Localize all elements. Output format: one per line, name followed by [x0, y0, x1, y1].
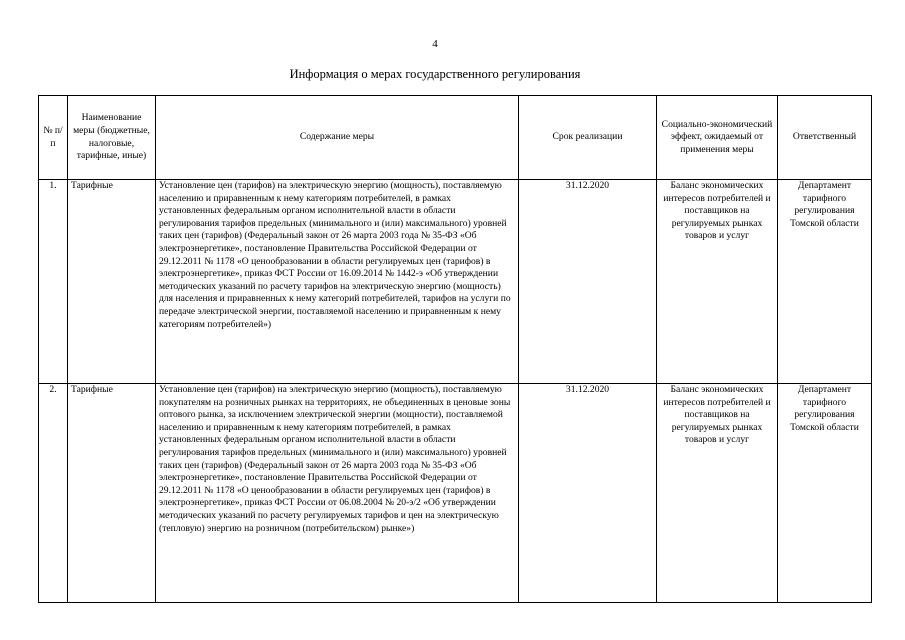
measures-table: [38, 95, 872, 603]
row-effect: Баланс экономических интересов потребителей и поставщиков на регулируемых рынках товаров и услуг: [657, 180, 778, 384]
header-deadline: Срок реализации: [519, 96, 657, 180]
row-effect: Баланс экономических интересов потребителей и поставщиков на регулируемых рынках товаров и услуг: [657, 384, 778, 603]
row-deadline: 31.12.2020: [519, 384, 657, 603]
row-type: Тарифные: [68, 384, 156, 603]
row-num: 2.: [39, 384, 68, 603]
row-deadline: 31.12.2020: [519, 180, 657, 384]
table-header-row: [39, 96, 872, 180]
row-responsible: Департамент тарифного регулирования Томской области: [778, 384, 872, 603]
header-effect: Социально-экономический эффект, ожидаемый от применения меры: [657, 96, 778, 180]
header-num: № п/п: [39, 96, 68, 180]
row-content: Установление цен (тарифов) на электрическую энергию (мощность), поставляемую населению и приравненным к нему категориям потребителей, в рамках установленных федеральным органом исполнительной власти в области регулирования тарифов предельных (минимального и (или) максимального) уровней таких цен (тарифов) (Федеральный закон от 26 марта 2003 года № 35-ФЗ «Об электроэнергетике», постановление Правительства Российской Федерации от 29.12.2011 № 1178 «О ценообразовании в области регулируемых цен (тарифов) в электроэнергетике», приказ ФСТ России от 16.09.2014 № 1442-э «Об утверждении методических указаний по расчету тарифов на электрическую энергию (мощность) для населения и приравненных к нему категорий потребителей, тарифов на услуги по передаче электрической энергии, поставляемой населению и приравненным к нему категориям потребителей»): [156, 180, 519, 384]
table-row: [39, 180, 872, 384]
header-type: Наименование меры (бюджетные, налоговые, тарифные, иные): [68, 96, 156, 180]
document-title: Информация о мерах государственного регулирования: [289, 67, 581, 81]
row-content: Установление цен (тарифов) на электрическую энергию (мощность), поставляемую покупателям на розничных рынках на территориях, не объединенных в ценовые зоны оптового рынка, за исключением электрической энергии (мощности), поставляемой населению и приравненным к нему категориям потребителей, в рамках установленных федеральным органом исполнительной власти в области регулирования тарифов предельных (минимального и (или) максимального) уровней таких цен (тарифов) (Федеральный закон от 26 марта 2003 года № 35-ФЗ «Об электроэнергетике», постановление Правительства Российской Федерации от 29.12.2011 № 1178 «О ценообразовании в области регулируемых цен (тарифов) в электроэнергетике», приказ ФСТ России от 06.08.2004 № 20-э/2 «Об утверждении методических указаний по расчету регулируемых тарифов и цен на электрическую (тепловую) энергию на розничном (потребительском) рынке»): [156, 384, 519, 603]
row-num: 1.: [39, 180, 68, 384]
table-row: [39, 384, 872, 603]
header-content: Содержание меры: [156, 96, 519, 180]
row-responsible: Департамент тарифного регулирования Томской области: [778, 180, 872, 384]
page-number: 4: [432, 38, 438, 50]
row-type: Тарифные: [68, 180, 156, 384]
header-responsible: Ответственный: [778, 96, 872, 180]
